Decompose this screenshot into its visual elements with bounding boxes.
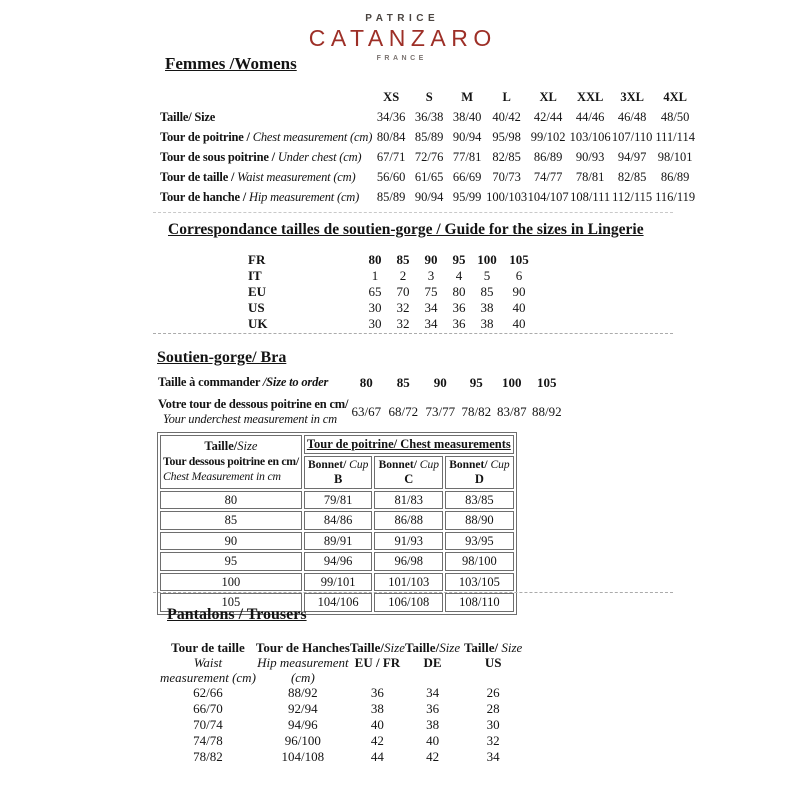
row-label-fr: Tour de poitrine /: [160, 129, 253, 144]
value-cell: 98/100: [445, 552, 514, 571]
column-header-en: Size: [384, 640, 405, 655]
table-row: [248, 252, 537, 268]
chest-measurements-header: Tour de poitrine/ Chest measurements: [306, 437, 511, 451]
value-cell: 88/90: [445, 511, 514, 530]
corner-underchest-label: Tour dessous poitrine en cm/: [163, 454, 299, 469]
logo-catanzaro-text: CATANZARO: [308, 25, 497, 51]
value-cell: 42: [370, 733, 384, 748]
value-cell: 101/103: [374, 573, 443, 592]
table-row: [160, 87, 697, 107]
size-header-cell: M: [461, 89, 474, 104]
value-cell: 86/88: [374, 511, 443, 530]
value-cell: 26: [486, 685, 500, 700]
cup-label: Cup: [346, 458, 369, 471]
cup-label: Cup: [487, 458, 510, 471]
dashed-separator: [153, 212, 673, 213]
value-cell: 38: [480, 316, 494, 331]
value-cell: 99/101: [304, 573, 373, 592]
bonnet-label: Bonnet/: [378, 458, 417, 471]
logo-france-text: FRANCE: [376, 55, 427, 62]
value-cell: 112/115: [612, 189, 653, 204]
value-cell: 36: [452, 300, 466, 315]
value-cell: 111/114: [655, 129, 695, 144]
brand-logo: [0, 13, 800, 62]
value-cell: 61/65: [414, 169, 444, 184]
value-cell: 40: [512, 300, 526, 315]
table-row: [160, 147, 697, 167]
size-header-cell: L: [502, 89, 511, 104]
cup-letter: D: [474, 471, 484, 486]
value-cell: 80: [368, 252, 382, 267]
value-cell: 98/101: [657, 149, 693, 164]
value-cell: 74/78: [193, 733, 223, 748]
value-cell: 94/96: [288, 717, 318, 732]
table-row: [160, 733, 526, 749]
table-row: [160, 717, 526, 733]
row-label: [160, 147, 372, 167]
corner-size-label: Size: [237, 439, 258, 454]
table-row: [160, 640, 526, 685]
value-cell: 34: [424, 316, 438, 331]
band-size-cell: 95: [160, 552, 302, 571]
womens-section-heading: Femmes /Womens: [165, 54, 297, 73]
lingerie-correspondence-table: [248, 252, 537, 332]
value-cell: 104/106: [304, 593, 373, 612]
value-cell: 32: [396, 316, 410, 331]
table-row: [160, 573, 514, 592]
value-cell: 42: [426, 749, 440, 764]
value-cell: 6: [515, 268, 523, 283]
value-cell: 63/67: [351, 404, 382, 419]
value-cell: 80/84: [376, 129, 406, 144]
value-cell: 40: [426, 733, 440, 748]
value-cell: 106/108: [374, 593, 443, 612]
corner-chest-label: Chest Measurement in cm: [163, 469, 281, 484]
column-header-eu-fr: [350, 640, 405, 685]
value-cell: 85/89: [376, 189, 406, 204]
region-label: IT: [248, 268, 262, 283]
corner-taille-label: Taille/: [204, 439, 238, 454]
value-cell: 83/87: [496, 404, 527, 419]
size-header-cell: XL: [539, 89, 557, 104]
dashed-separator: [153, 592, 673, 593]
value-cell: 40: [512, 316, 526, 331]
value-cell: 1: [371, 268, 379, 283]
value-cell: 84/86: [304, 511, 373, 530]
logo-patrice-text: PATRICE: [365, 13, 440, 24]
value-cell: 99/102: [530, 129, 566, 144]
table-row: [248, 300, 537, 316]
value-cell: 3: [427, 268, 435, 283]
value-cell: 38: [370, 701, 384, 716]
column-header-fr: Taille/: [349, 640, 385, 655]
value-cell: 92/94: [288, 701, 318, 716]
column-header-fr: Tour de Hanches: [255, 640, 350, 655]
table-row: [160, 701, 526, 717]
bonnet-label: Bonnet/: [307, 458, 347, 471]
table-row: [160, 107, 697, 127]
value-cell: 66/70: [193, 701, 223, 716]
value-cell: 34: [426, 685, 440, 700]
value-cell: 96/100: [284, 733, 321, 748]
cup-label: Cup: [416, 458, 439, 471]
value-cell: 38: [426, 717, 440, 732]
value-cell: 104/107: [527, 189, 569, 204]
row-label: [160, 167, 372, 187]
size-header-cell: S: [425, 89, 433, 104]
column-header-us: [460, 640, 526, 685]
value-cell: 96/98: [374, 552, 443, 571]
region-label: EU: [248, 284, 267, 299]
value-cell: 95/98: [492, 129, 521, 144]
value-cell: 2: [399, 268, 407, 283]
band-size-cell: 105: [160, 593, 302, 612]
row-label-en: Under chest (cm): [277, 149, 362, 164]
size-header-cell: 4XL: [663, 89, 687, 104]
cup-header-cell: [304, 456, 373, 489]
table-row: [158, 393, 564, 431]
value-cell: 81/83: [374, 491, 443, 510]
value-cell: 38/40: [452, 109, 482, 124]
row-label-fr: Taille à commander: [158, 375, 263, 389]
value-cell: 90: [424, 252, 438, 267]
value-cell: 74/77: [533, 169, 563, 184]
value-cell: 80: [452, 284, 466, 299]
value-cell: 100: [477, 252, 497, 267]
table-row: [248, 268, 537, 284]
table-row: [158, 372, 564, 393]
value-cell: 89/91: [304, 532, 373, 551]
value-cell: 78/82: [193, 749, 223, 764]
cup-header-cell: [445, 456, 514, 489]
column-header-en: Hip measurement: [257, 655, 349, 670]
column-header-waist: [160, 640, 256, 685]
bra-order-table: [158, 372, 564, 431]
row-label-en: Waist measurement (cm): [237, 169, 356, 184]
bonnet-label: Bonnet/: [449, 458, 488, 471]
cup-header-cell: [374, 456, 443, 489]
value-cell: 5: [483, 268, 491, 283]
corner-header-cell: [160, 435, 302, 489]
table-row: [160, 187, 697, 207]
value-cell: 72/76: [414, 149, 444, 164]
table-row: [160, 552, 514, 571]
value-cell: 70: [396, 284, 410, 299]
column-subheader: US: [484, 655, 502, 670]
dashed-separator: [153, 333, 673, 334]
value-cell: 42/44: [533, 109, 563, 124]
table-row: [160, 532, 514, 551]
value-cell: 88/92: [288, 685, 318, 700]
table-row: [160, 511, 514, 530]
value-cell: 108/111: [570, 189, 611, 204]
table-row: [160, 749, 526, 765]
table-row: [248, 316, 537, 332]
value-cell: 85/89: [414, 129, 444, 144]
column-header-fr: Taille/: [463, 640, 502, 655]
value-cell: 91/93: [374, 532, 443, 551]
row-label: [160, 127, 372, 147]
value-cell: 77/81: [452, 149, 482, 164]
row-label-fr: Tour de sous poitrine /: [160, 149, 278, 164]
value-cell: 82/85: [492, 149, 521, 164]
value-cell: 30: [368, 316, 382, 331]
value-cell: 36: [426, 701, 440, 716]
row-label-fr: Taille/ Size: [160, 109, 216, 124]
table-row: [160, 435, 514, 454]
value-cell: 32: [396, 300, 410, 315]
value-cell: 34/36: [376, 109, 406, 124]
value-cell: 68/72: [388, 404, 419, 419]
value-cell: 100/103: [486, 189, 528, 204]
value-cell: 38: [480, 300, 494, 315]
column-header-en: Size: [501, 640, 523, 655]
value-cell: 90/93: [575, 149, 605, 164]
value-cell: 46/48: [617, 109, 647, 124]
value-cell: 67/71: [376, 149, 406, 164]
value-cell: 94/96: [304, 552, 373, 571]
value-cell: 90/94: [452, 129, 482, 144]
region-label: US: [248, 300, 265, 315]
value-cell: 28: [486, 701, 500, 716]
row-label-fr: Votre tour de dessous poitrine en cm/: [158, 397, 349, 411]
row-label-en: Chest measurement (cm): [252, 129, 373, 144]
value-cell: 107/110: [611, 129, 653, 144]
band-size-cell: 80: [160, 491, 302, 510]
value-cell: 40/42: [492, 109, 521, 124]
value-cell: 78/82: [461, 404, 492, 419]
band-size-cell: 85: [160, 511, 302, 530]
empty-corner-cell: [160, 87, 372, 107]
value-cell: 56/60: [376, 169, 406, 184]
row-label: [158, 393, 348, 431]
row-label-en: Your underchest measurement in cm: [163, 412, 337, 426]
value-cell: 105: [509, 252, 529, 267]
value-cell: 34: [424, 300, 438, 315]
column-header-en: Size: [439, 640, 461, 655]
value-cell: 95: [469, 374, 483, 390]
cup-letter: C: [404, 471, 414, 486]
value-cell: 103/106: [569, 129, 611, 144]
row-label: [160, 107, 372, 127]
value-cell: 4: [455, 268, 463, 283]
value-cell: 93/95: [445, 532, 514, 551]
row-label: [158, 372, 348, 393]
table-row: [160, 167, 697, 187]
row-label-en: /Size to order: [262, 375, 329, 389]
value-cell: 32: [486, 733, 500, 748]
table-row: [160, 685, 526, 701]
value-cell: 70/74: [193, 717, 223, 732]
lingerie-section-heading: Correspondance tailles de soutien-gorge / Guide for the sizes in Lingerie: [168, 221, 644, 238]
value-cell: 75: [424, 284, 438, 299]
value-cell: 108/110: [445, 593, 514, 612]
value-cell: 36/38: [414, 109, 444, 124]
value-cell: 104/108: [281, 749, 325, 764]
value-cell: 30: [486, 717, 500, 732]
value-cell: 95/99: [452, 189, 482, 204]
value-cell: 90: [433, 374, 447, 390]
value-cell: 116/119: [655, 189, 696, 204]
value-cell: 90: [512, 284, 526, 299]
value-cell: 70/73: [492, 169, 521, 184]
value-cell: 105: [537, 374, 557, 390]
table-row: [160, 491, 514, 510]
value-cell: 95: [452, 252, 466, 267]
value-cell: 78/81: [575, 169, 605, 184]
value-cell: 73/77: [425, 404, 456, 419]
column-header-fr: Taille/: [404, 640, 440, 655]
column-subheader: EU / FR: [354, 655, 401, 670]
column-header-de: [405, 640, 460, 685]
value-cell: 30: [368, 300, 382, 315]
value-cell: 34: [486, 749, 500, 764]
value-cell: 85: [480, 284, 494, 299]
value-cell: 36: [452, 316, 466, 331]
column-header-hip: [256, 640, 350, 685]
value-cell: 66/69: [452, 169, 482, 184]
womens-size-table: [160, 87, 697, 207]
value-cell: 86/89: [533, 149, 563, 164]
value-cell: 80: [359, 374, 373, 390]
value-cell: 83/85: [445, 491, 514, 510]
value-cell: 36: [370, 685, 384, 700]
row-label-en: Hip measurement (cm): [249, 189, 360, 204]
size-header-cell: XS: [383, 89, 400, 104]
row-label-fr: Tour de hanche /: [160, 189, 249, 204]
value-cell: 90/94: [414, 189, 444, 204]
table-row: [160, 127, 697, 147]
value-cell: 88/92: [531, 404, 562, 419]
value-cell: 82/85: [617, 169, 647, 184]
bra-section-heading: Soutien-gorge/ Bra: [157, 349, 287, 366]
value-cell: 44: [370, 749, 384, 764]
row-label-fr: Tour de taille /: [160, 169, 238, 184]
trousers-section-heading: Pantalons / Trousers: [167, 606, 307, 623]
size-header-cell: 3XL: [620, 89, 644, 104]
region-label: FR: [248, 252, 266, 267]
value-cell: 103/105: [445, 573, 514, 592]
row-label: [160, 187, 372, 207]
column-subheader: DE: [423, 655, 442, 670]
value-cell: 85: [396, 374, 410, 390]
table-row: [248, 284, 537, 300]
size-header-cell: XXL: [576, 89, 604, 104]
region-label: UK: [248, 316, 268, 331]
cup-measurement-table: [157, 432, 517, 615]
value-cell: 65: [368, 284, 382, 299]
trousers-size-table: [160, 640, 526, 765]
value-cell: 85: [396, 252, 410, 267]
value-cell: 62/66: [193, 685, 223, 700]
value-cell: 86/89: [660, 169, 690, 184]
value-cell: 100: [502, 374, 522, 390]
column-header-en: Waist: [193, 655, 223, 670]
column-header-en: (cm): [290, 670, 315, 685]
band-size-cell: 90: [160, 532, 302, 551]
value-cell: 94/97: [617, 149, 647, 164]
value-cell: 79/81: [304, 491, 373, 510]
value-cell: 48/50: [660, 109, 690, 124]
value-cell: 44/46: [575, 109, 605, 124]
column-header-fr: Tour de taille: [171, 640, 245, 655]
chest-measurements-header-cell: [304, 435, 514, 454]
column-header-en: measurement (cm): [160, 670, 256, 685]
value-cell: 40: [370, 717, 384, 732]
cup-letter: B: [333, 471, 343, 486]
band-size-cell: 100: [160, 573, 302, 592]
